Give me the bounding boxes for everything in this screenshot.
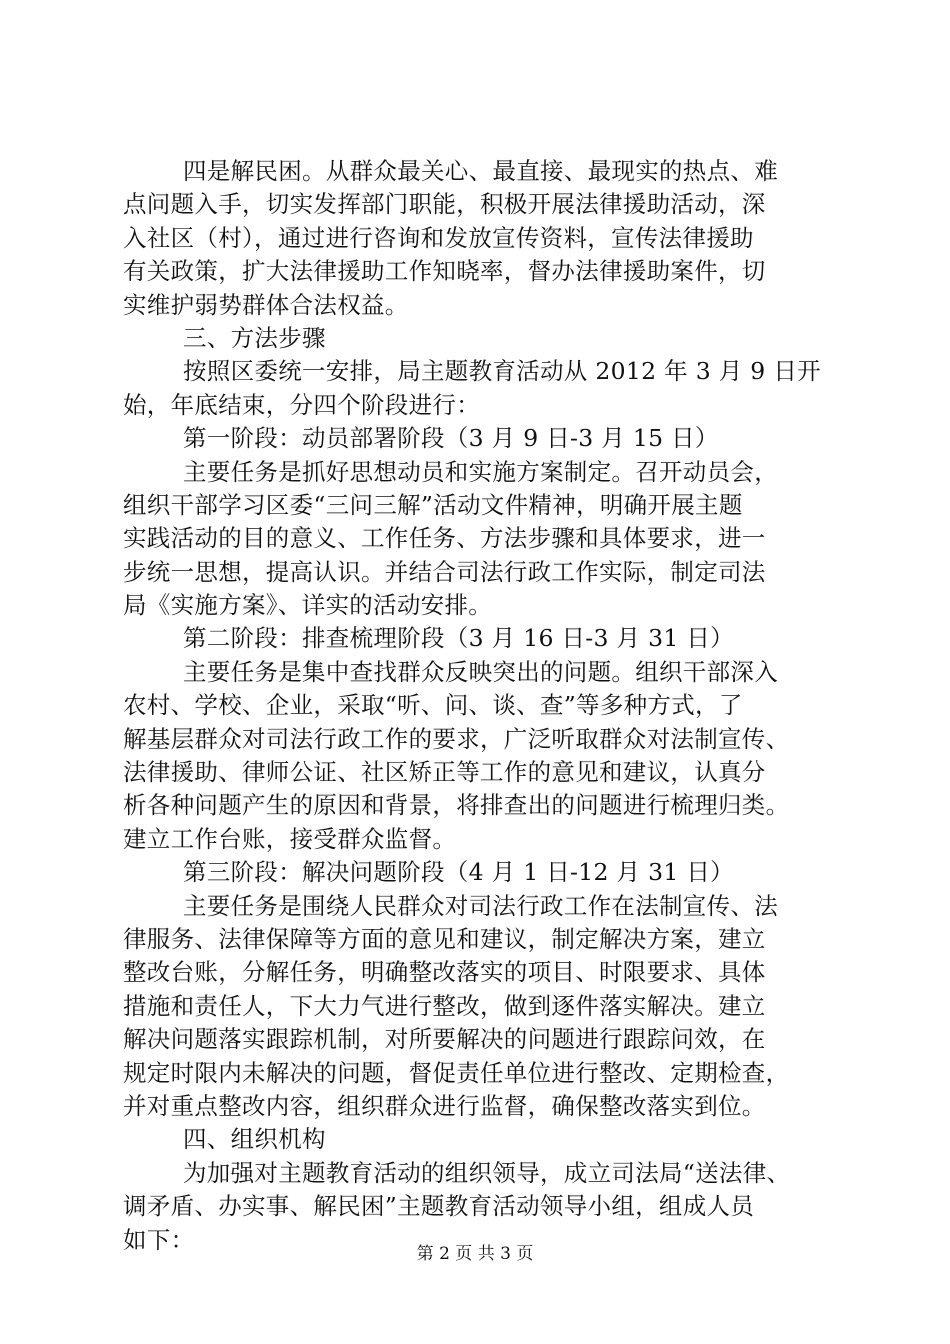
text-line: 并对重点整改内容，组织群众进行监督，确保整改落实到位。	[123, 1091, 766, 1120]
text-line: 规定时限内未解决的问题，督促责任单位进行整改、定期检查，	[123, 1058, 790, 1087]
text-line: 析各种问题产生的原因和背景，将排查出的问题进行梳理归类。	[123, 791, 790, 820]
text-line: 点问题入手，切实发挥部门职能，积极开展法律援助活动，深	[123, 190, 766, 219]
text-line: 主要任务是集中查找群众反映突出的问题。组织干部深入	[183, 657, 778, 686]
text-line: 入社区（村），通过进行咨询和发放宣传资料，宣传法律援助	[123, 223, 754, 252]
text-line: 有关政策，扩大法律援助工作知晓率，督办法律援助案件，切	[123, 257, 766, 286]
text-line: 法律援助、律师公证、社区矫正等工作的意见和建议，认真分	[123, 758, 766, 787]
text-line: 建立工作台账，接受群众监督。	[123, 824, 457, 853]
text-line: 步统一思想，提高认识。并结合司法行政工作实际，制定司法	[123, 557, 766, 586]
text-line: 解决问题落实跟踪机制，对所要解决的问题进行跟踪问效，在	[123, 1025, 766, 1054]
text-line: 主要任务是围绕人民群众对司法行政工作在法制宣传、法	[183, 891, 778, 920]
text-line: 整改台账，分解任务，明确整改落实的项目、时限要求、具体	[123, 958, 766, 987]
text-line: 为加强对主题教育活动的组织领导，成立司法局“送法律、	[183, 1158, 791, 1187]
text-line: 四、组织机构	[183, 1125, 326, 1154]
text-line: 第三阶段：解决问题阶段（4 月 1 日-12 月 31 日）	[183, 858, 734, 887]
text-line: 调矛盾、办实事、解民困”主题教育活动领导小组，组成人员	[123, 1192, 755, 1221]
text-line: 三、方法步骤	[183, 323, 326, 352]
text-line: 解基层群众对司法行政工作的要求，广泛听取群众对法制宣传、	[123, 724, 790, 753]
text-line: 主要任务是抓好思想动员和实施方案制定。召开动员会，	[183, 457, 778, 486]
text-line: 实践活动的目的意义、工作任务、方法步骤和具体要求，进一	[123, 524, 766, 553]
text-line: 律服务、法律保障等方面的意见和建议，制定解决方案，建立	[123, 924, 766, 953]
text-line: 四是解民困。从群众最关心、最直接、最现实的热点、难	[183, 157, 778, 185]
document-body	[123, 155, 835, 1257]
text-line: 第一阶段：动员部署阶段（3 月 9 日-3 月 15 日）	[183, 424, 719, 453]
text-line: 实维护弱势群体合法权益。	[123, 290, 409, 319]
page-footer: 第 2 页 共 3 页	[416, 1244, 534, 1264]
text-line: 第二阶段：排查梳理阶段（3 月 16 日-3 月 31 日）	[183, 624, 734, 653]
text-line: 措施和责任人，下大力气进行整改，做到逐件落实解决。建立	[123, 991, 766, 1020]
text-line: 局《实施方案》、详实的活动安排。	[123, 591, 493, 620]
text-line: 始，年底结束，分四个阶段进行：	[123, 390, 480, 419]
text-line: 组织干部学习区委“三问三解”活动文件精神，明确开展主题	[123, 490, 743, 519]
text-line: 如下：	[123, 1225, 195, 1254]
text-line: 农村、学校、企业，采取“听、问、谈、查”等多种方式，了	[123, 691, 743, 720]
text-line: 按照区委统一安排，局主题教育活动从 2012 年 3 月 9 日开	[183, 357, 821, 386]
